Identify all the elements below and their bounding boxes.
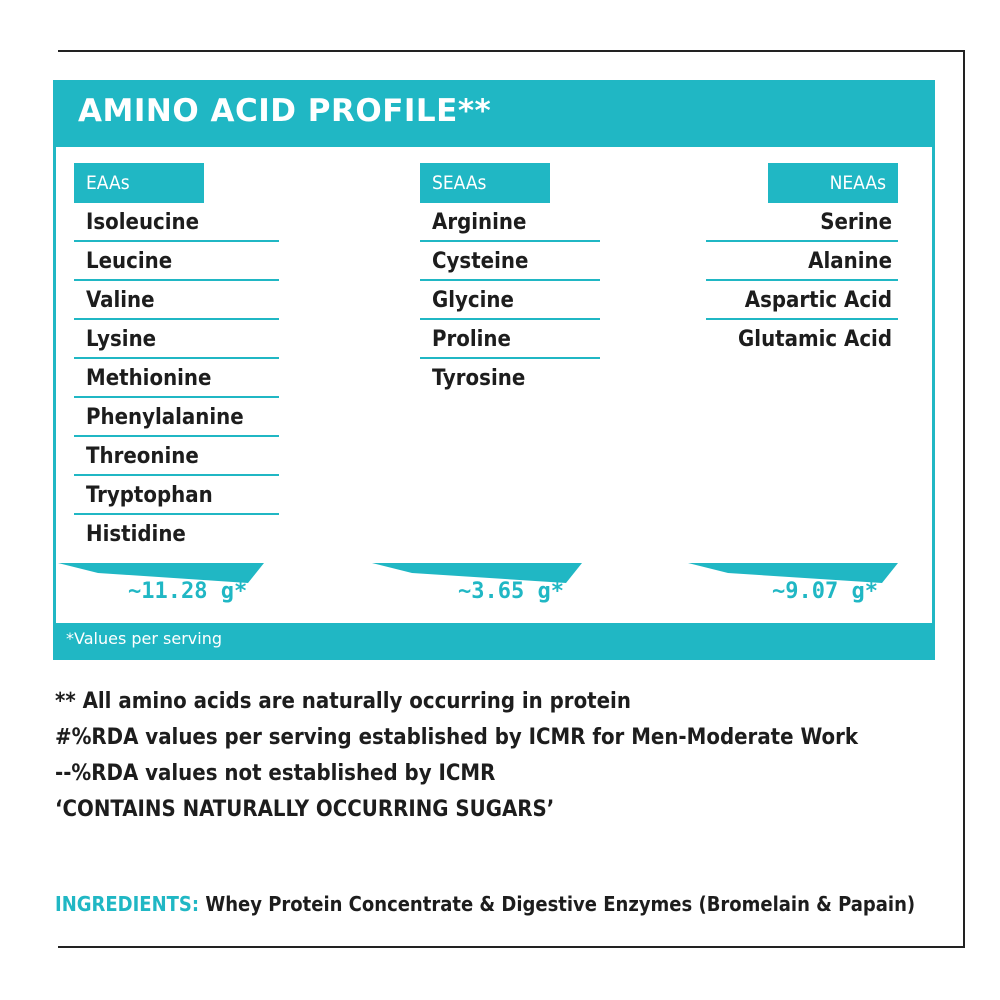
- amino-acid-profile-panel: [53, 80, 935, 660]
- footnotes: [55, 684, 955, 828]
- list-item: Arginine: [420, 203, 600, 242]
- list-item: Phenylalanine: [74, 398, 279, 437]
- seaas-column: [420, 163, 600, 396]
- footnote-line: ‘CONTAINS NATURALLY OCCURRING SUGARS’: [55, 797, 555, 822]
- footnote-line: ** All amino acids are naturally occurring in protein: [55, 689, 631, 714]
- list-item: Glutamic Acid: [738, 327, 892, 352]
- list-item: Isoleucine: [74, 203, 279, 242]
- values-per-serving-note: *Values per serving: [66, 629, 222, 648]
- eaas-tag: EAAs: [74, 163, 204, 203]
- list-item: Leucine: [74, 242, 279, 281]
- seaas-total-value: ~3.65 g*: [458, 579, 564, 604]
- frame-bottom-border: [58, 946, 965, 948]
- ingredients-line: [55, 892, 915, 916]
- list-item: Valine: [74, 281, 279, 320]
- eaas-column: [74, 163, 279, 552]
- panel-title: AMINO ACID PROFILE**: [78, 93, 492, 129]
- list-item: Lysine: [74, 320, 279, 359]
- neaas-total-value: ~9.07 g*: [772, 579, 878, 604]
- footnote-line: #%RDA values per serving established by ICMR for Men-Moderate Work: [55, 725, 859, 750]
- eaas-total-value: ~11.28 g*: [128, 579, 248, 604]
- list-item: Histidine: [86, 522, 186, 547]
- list-item: Aspartic Acid: [706, 281, 898, 320]
- list-item: Cysteine: [420, 242, 600, 281]
- list-item: Methionine: [74, 359, 279, 398]
- list-item: Proline: [420, 320, 600, 359]
- list-item: Serine: [706, 203, 898, 242]
- frame-right-border: [963, 50, 965, 948]
- eaas-list: [74, 203, 279, 552]
- panel-header: [56, 83, 932, 147]
- ingredients-label: INGREDIENTS:: [55, 892, 200, 916]
- ingredients-text: Whey Protein Concentrate & Digestive Enzymes (Bromelain & Papain): [199, 892, 916, 916]
- panel-footer: [56, 623, 932, 657]
- frame-top-border: [58, 50, 965, 52]
- list-item: Threonine: [74, 437, 279, 476]
- list-item: Tryptophan: [74, 476, 279, 515]
- neaas-list: [706, 203, 898, 357]
- list-item: Alanine: [706, 242, 898, 281]
- footnote-line: --%RDA values not established by ICMR: [55, 761, 496, 786]
- list-item: Glycine: [420, 281, 600, 320]
- neaas-column: [706, 163, 898, 357]
- list-item: Tyrosine: [432, 366, 526, 391]
- neaas-tag: NEAAs: [768, 163, 898, 203]
- seaas-tag: SEAAs: [420, 163, 550, 203]
- seaas-list: [420, 203, 600, 396]
